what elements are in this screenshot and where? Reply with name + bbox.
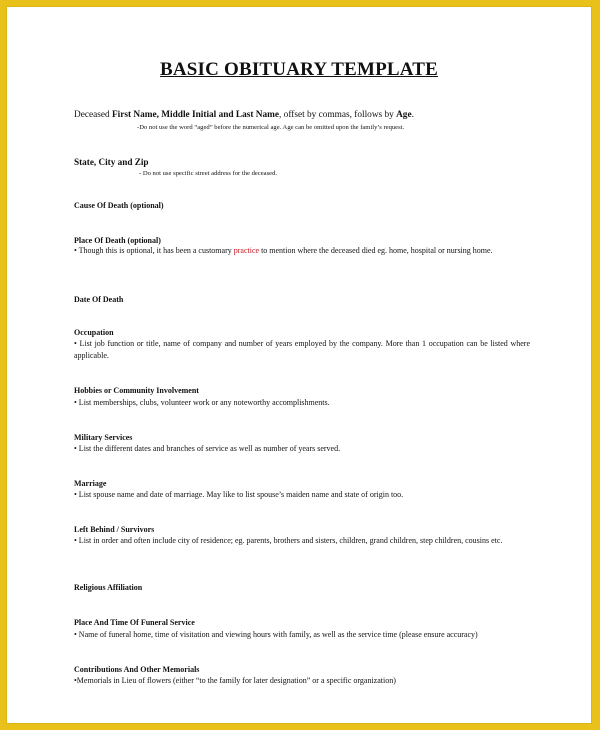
religious-heading: Religious Affiliation: [74, 583, 143, 592]
intro-prefix: Deceased: [74, 110, 112, 120]
intro-middle: , offset by commas, follows by: [279, 110, 397, 120]
document-page: [6, 6, 592, 724]
place-text-before: • Though this is optional, it has been a customary: [74, 246, 234, 255]
survivors-heading: Left Behind / Survivors: [74, 525, 155, 534]
intro-note: -Do not use the word “aged” before the numerical age. Age can be omitted upon the family’s request.: [137, 124, 405, 131]
cause-heading: Cause Of Death (optional): [74, 201, 164, 210]
intro-line: [74, 110, 414, 121]
practice-link[interactable]: practice: [233, 246, 260, 255]
hobbies-heading: Hobbies or Community Involvement: [74, 386, 199, 395]
marriage-heading: Marriage: [74, 479, 107, 488]
occupation-text: • List job function or title, name of company and number of years employed by the company. More than 1 occupation can be listed where applicable.: [74, 339, 530, 360]
date-heading: Date Of Death: [74, 295, 124, 304]
place-text-after: to mention where the deceased died eg. home, hospital or nursing home.: [259, 246, 493, 255]
intro-end: .: [411, 110, 414, 120]
hobbies-text: • List memberships, clubs, volunteer work or any noteworthy accomplishments.: [74, 398, 330, 407]
place-heading: Place Of Death (optional): [74, 236, 161, 245]
intro-age: Age: [396, 110, 412, 120]
contributions-text: •Memorials in Lieu of flowers (either “to the family for later designation” or a specific organization): [74, 676, 396, 685]
state-note: - Do not use specific street address for the deceased.: [139, 170, 278, 177]
marriage-text: • List spouse name and date of marriage. May like to list spouse’s maiden name and state of origin too.: [74, 490, 404, 499]
funeral-text: • Name of funeral home, time of visitation and viewing hours with family, as well as the service time (please ensure accuracy): [74, 630, 478, 639]
military-text: • List the different dates and branches of service as well as number of years served.: [74, 444, 341, 453]
occupation-heading: Occupation: [74, 328, 114, 337]
contributions-heading: Contributions And Other Memorials: [74, 665, 200, 674]
state-heading: State, City and Zip: [74, 157, 149, 167]
military-heading: Military Services: [74, 433, 133, 442]
document-title: BASIC OBITUARY TEMPLATE: [159, 59, 439, 80]
survivors-text: • List in order and often include city of residence; eg. parents, brothers and sisters, children, grand children, step children, cousins etc.: [74, 536, 503, 545]
funeral-heading: Place And Time Of Funeral Service: [74, 618, 195, 627]
place-text: [74, 245, 530, 257]
intro-name-fields: First Name, Middle Initial and Last Name: [111, 110, 280, 120]
